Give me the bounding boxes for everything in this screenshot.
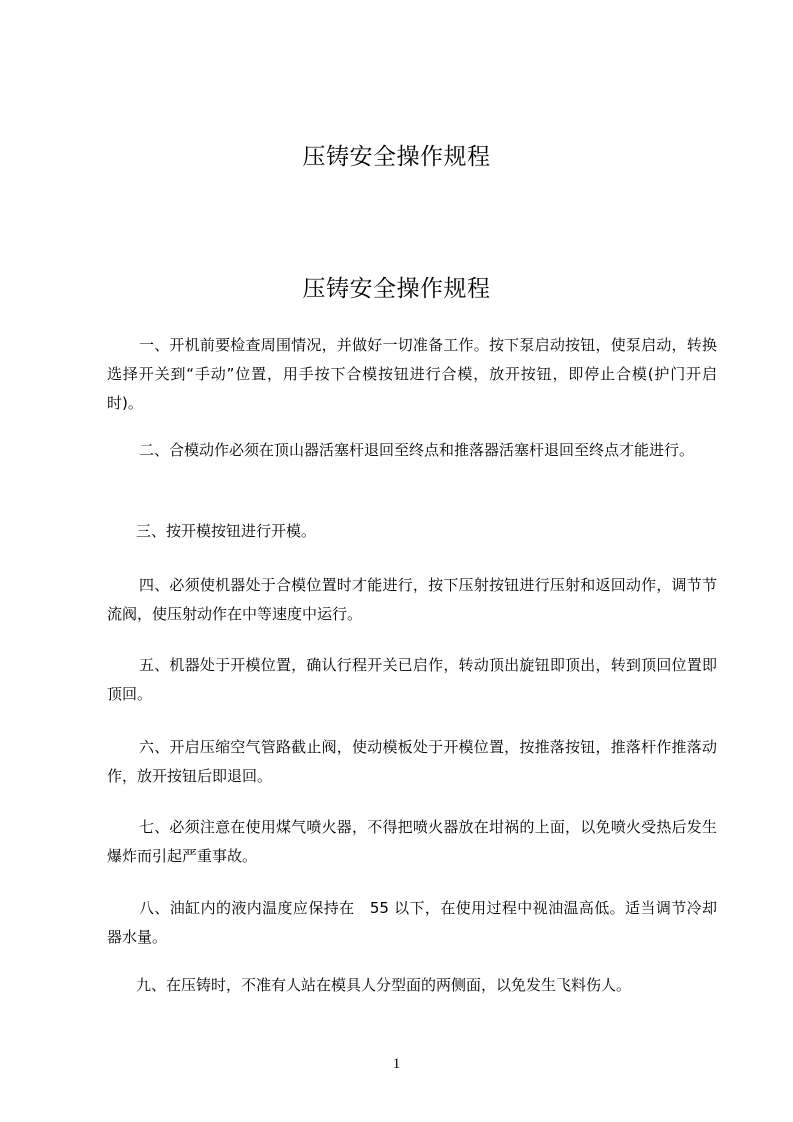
- document-header-title: 压铸安全操作规程: [302, 144, 491, 170]
- paragraph-5: 五、机器处于开模位置，确认行程开关已启作，转动顶出旋钮即顶出，转到顶回位置即顶回。: [107, 656, 717, 703]
- document-title: 压铸安全操作规程: [302, 276, 491, 302]
- paragraph-3: 三、按开模按钮进行开模。: [136, 522, 317, 540]
- paragraph-6: 六、开启压缩空气管路截止阀，使动模板处于开模位置，按推落按钮，推落杆作推落动作，放开按钮后即退回。: [107, 738, 717, 785]
- paragraph-4: 四、必须使机器处于合模位置时才能进行，按下压射按钮进行压射和返回动作，调节节流阀，使压射动作在中等速度中运行。: [107, 576, 717, 623]
- page-number: 1: [392, 1056, 401, 1072]
- paragraph-7: 七、必须注意在使用煤气喷火器，不得把喷火器放在坩祸的上面，以免喷火受热后发生爆炸而引起严重事故。: [107, 818, 717, 865]
- paragraph-2: 二、合模动作必须在顶山器活塞杆退回至终点和推落器活塞杆退回至终点才能进行。: [139, 441, 695, 459]
- paragraph-8: 八、油缸内的液内温度应保持在 55 以下，在使用过程中视油温高低。适当调节冷却器水量。: [107, 899, 717, 946]
- paragraph-1: 一、开机前要检查周围情况，并做好一切准备工作。按下泵启动按钮，使泵启动，转换选择开关到“手动”位置，用手按下合模按钮进行合模，放开按钮，即停止合模(护门开启时)。: [107, 336, 717, 412]
- paragraph-9: 九、在压铸时，不准有人站在模具人分型面的两侧面，以免发生飞料伤人。: [136, 976, 632, 994]
